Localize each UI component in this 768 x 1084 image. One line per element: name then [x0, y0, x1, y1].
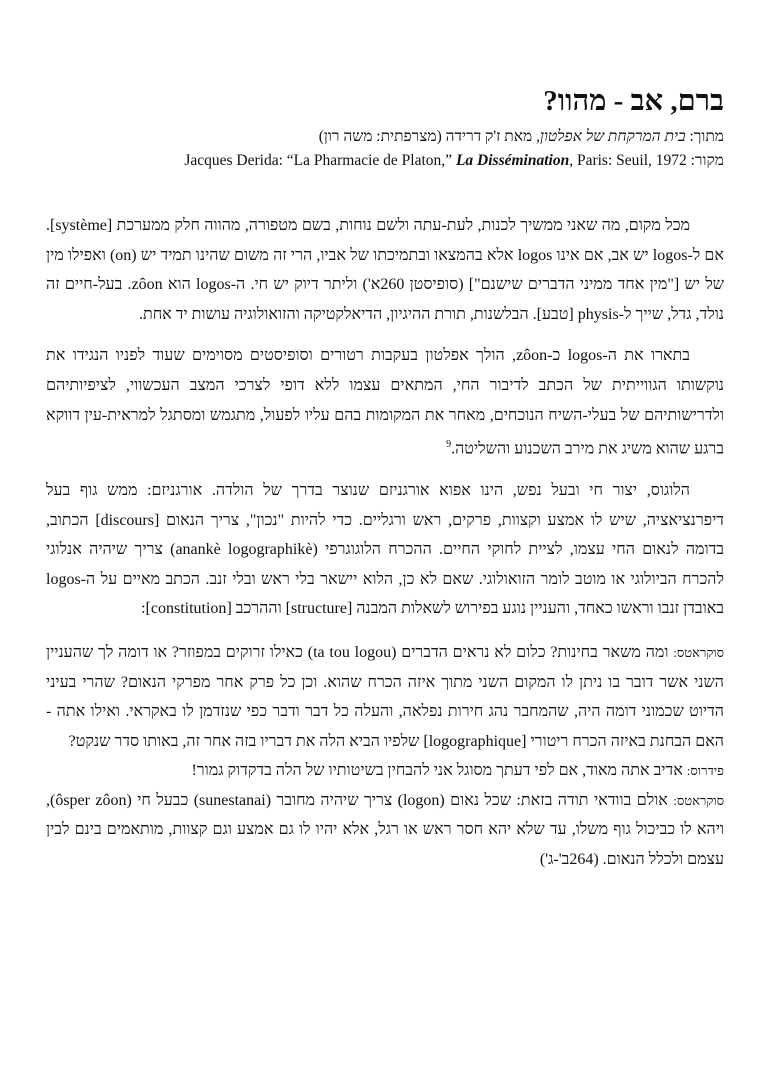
paragraph-1: [46, 211, 724, 329]
footnote-marker: 9: [446, 439, 452, 451]
dialogue-text: ומה משאר בחינות? כלום לא נראים הדברים (ta tou logou) כאילו זרוקים במפוזר? או דומה לך שהעניין השני אשר דובר בו ניתן לו המקום השני מתוך איזה הכרח שהוא. וכן כל פרק אחר מפרקי הנאום? שהרי בעיני הדיוט שכמוני דומה היה, שהמחבר נהג חירות נפלאה, והעלה כל דבר ודבר כפי שנזדמן לו באקראי. ואילו אתה - האם הבחנת באיזה הכרח ריטורי [logographique] שלפיו הביא הלה את דבריו בזה אחר זה, באותו סדר שנקט?: [46, 644, 724, 750]
document-page: [46, 84, 724, 874]
source-line-hebrew: [46, 125, 724, 149]
paragraph-3: [46, 476, 724, 624]
section-gap: [46, 173, 724, 211]
original-publisher: , Paris: Seuil, 1972: [569, 152, 687, 169]
speaker-name: פידרוס:: [686, 763, 724, 779]
source-prefix-2: מקור:: [686, 152, 724, 169]
dialogue-text: אולם בוודאי תודה בזאת: שכל נאום (logon) צריך שיהיה מחובר (sunestanai) כבעל חי (ôsper zôon), ויהא לו כביכול גוף משלו, עד שלא יהא חסר ראש או רגל, אלא יהיו לו גם אמצע וגם קצוות, מותאמים בינם לבין עצמם ולכלל הנאום. (264ב'-ג'): [46, 791, 724, 868]
paragraph-2: [46, 341, 724, 464]
dialogue-line-2: [46, 756, 724, 786]
dialogue-line-3: [46, 786, 724, 875]
original-author: Jacques Derida: “La Pharmacie de Platon,”: [184, 152, 456, 169]
paragraph-2-text: בתארו את ה-logos כ-zôon, הולך אפלטון בעקבות רטורים וסופיסטים מסוימים שעוד לפניו הנגידו את נוקשותו הגווייתית של הכתב לדיבור החי, המתאים עצמו ללא דופי לצרכי המצב העכשווי, לציפיותיהם ולדרישותיהם של בעלי-השיח הנוכחים, מאחר את המקומות בהם עליו לפעול, מתגמש ומסתגל למראית-עין דווקא ברגע שהוא משיג את מירב השכנוע והשליטה.: [46, 347, 724, 458]
dialogue-line-1: [46, 638, 724, 756]
source-line-original: [46, 149, 724, 173]
dialogue-text: אדיב אתה מאוד, אם לפי דעתך מסוגל אני להבחין בשיטותיו של הלה בדקדוק גמור!: [191, 762, 683, 780]
original-citation: [184, 152, 686, 169]
paragraph-3-text: הלוגוס, יצור חי ובעל נפש, הינו אפוא אורגניזם שנוצר בדרך של הולדה. אורגניזם: ממש גוף בעל דיפרנציאציה, שיש לו אמצע וקצוות, פרקים, ראש ורגליים. כדי להיות "נכון", צריך הנאום [discours] הכתוב, בדומה לנאום החי עצמו, לציית לחוקי החיים. ההכרח הלוגוגרפי (anankè logographikè) צריך שיהיה אנלוגי להכרח הביולוגי או מוטב לומר הזואולוגי. שאם לא כן, הלוא יישאר בלי ראש ובלי זנב. הכתב מאיים על ה-logos באובדן זנבו וראשו כאחד, והעניין נוגע בפירוש לשאלות המבנה [structure] וההרכב [constitution]:: [46, 482, 725, 618]
paragraph-1-text: מכל מקום, מה שאני ממשיך לכנות, לעת-עתה ולשם נוחות, בשם מטפורה, מהווה חלק ממערכת [système]. אם ל-logos יש אב, אם אינו logos אלא בהמצאו ובתמיכתו של אביו, הרי זה משום שהינו תמיד יש (on) ואפילו מין של יש ["מין אחד ממיני הדברים שישנם"] (סופיסטן 260א') וליתר דיוק יש חי. ה-logos הוא zôon. בעל-חיים זה נולד, גדל, שייך ל-physis [טבע]. הבלשנות, תורת ההיגיון, הדיאלקטיקה והזואולוגיה עושות יד אחת.: [46, 217, 725, 323]
speaker-name: סוקראטס:: [673, 792, 725, 808]
original-work: La Dissémination: [455, 152, 570, 169]
book-credit: , מאת ז'ק דרידה (מצרפתית: משה רון): [318, 128, 540, 145]
speaker-name: סוקראטס:: [673, 645, 725, 661]
book-title: בית המרקחת של אפלטון: [540, 128, 686, 145]
page-title: ברם, אב - מהוו?: [543, 85, 724, 117]
source-prefix-1: מתוך:: [685, 128, 724, 145]
